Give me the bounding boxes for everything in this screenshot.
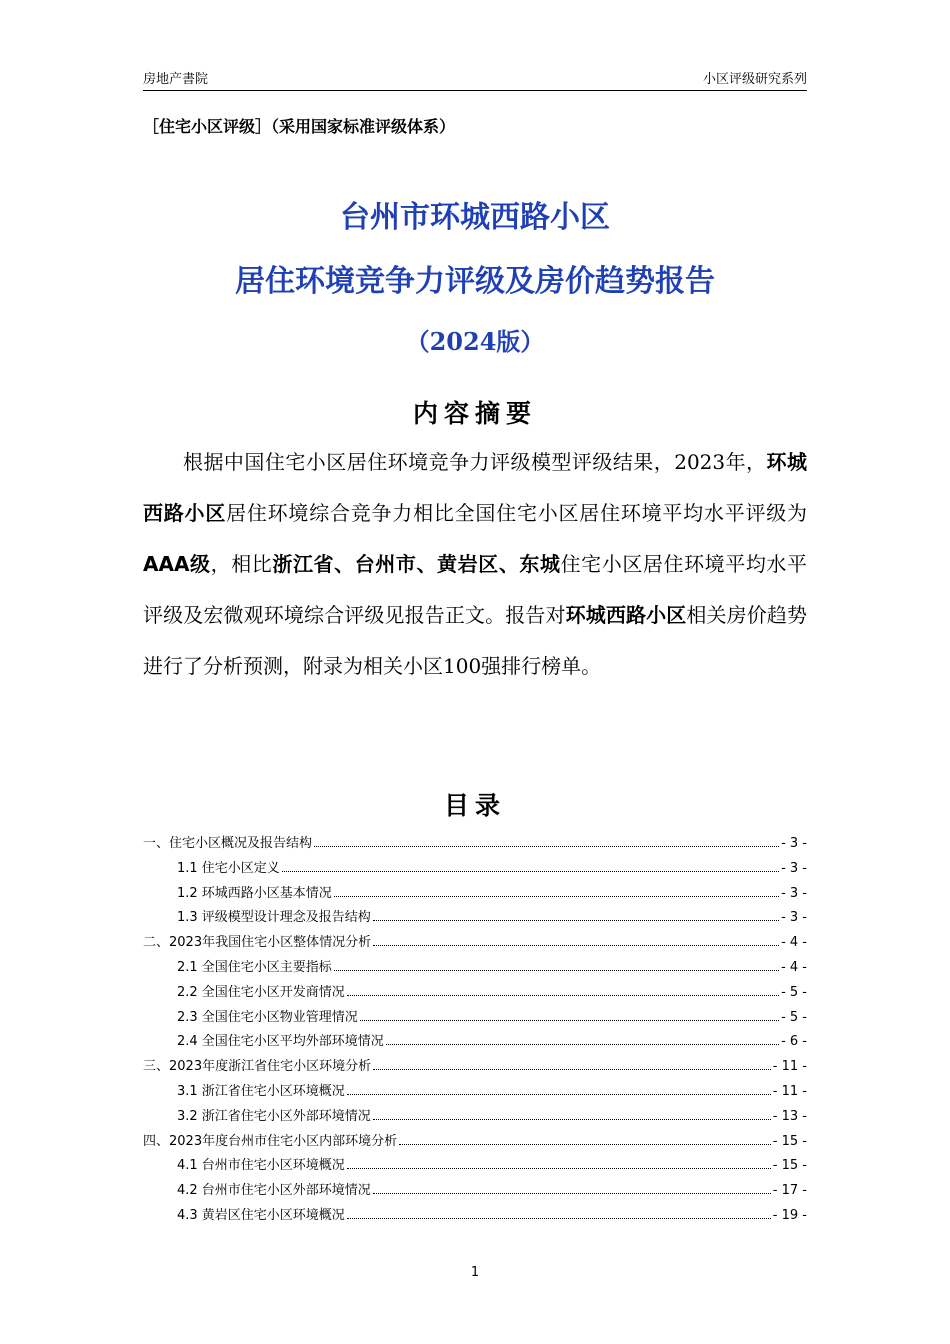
abstract-body <box>143 437 807 692</box>
toc-entry-label: 2.3 全国住宅小区物业管理情况 <box>177 1009 358 1025</box>
toc-dot-leader <box>386 1034 779 1045</box>
toc-entry-label: 2.2 全国住宅小区开发商情况 <box>177 984 345 1000</box>
abstract-heading: 内容摘要 <box>412 399 537 428</box>
report-title-line-2: 居住环境竞争力评级及房价趋势报告 <box>235 264 715 299</box>
toc-entry[interactable] <box>143 1154 807 1179</box>
toc-entry-page: - 13 - <box>772 1108 807 1124</box>
toc-dot-leader <box>373 1183 771 1194</box>
toc-entry[interactable] <box>143 931 807 956</box>
toc-dot-leader <box>347 1208 771 1219</box>
toc-entry-page: - 4 - <box>781 959 807 975</box>
toc-entry[interactable] <box>143 1105 807 1130</box>
toc-entry-page: - 3 - <box>781 836 807 851</box>
abstract-emphasis: 环城西路小区 <box>143 450 807 525</box>
toc-entry-label: 3.1 浙江省住宅小区环境概况 <box>177 1083 345 1099</box>
abstract-text: 住宅小区居住环境平均水平评级及宏微观环境综合评级见报告正文。报告对 <box>143 552 808 627</box>
toc-entry-page: - 6 - <box>781 1034 807 1050</box>
toc-dot-leader <box>314 836 779 847</box>
toc-entry-page: - 11 - <box>772 1059 807 1075</box>
toc-entry[interactable] <box>143 1179 807 1204</box>
toc-entry-label: 2.1 全国住宅小区主要指标 <box>177 959 332 975</box>
report-title-line-1: 台州市环城西路小区 <box>340 200 610 235</box>
toc-entry[interactable] <box>143 1030 807 1055</box>
toc-entry-page: - 11 - <box>772 1083 807 1099</box>
toc-entry-page: - 15 - <box>772 1133 807 1149</box>
toc-dot-leader <box>373 1059 771 1070</box>
toc-dot-leader <box>347 1158 771 1169</box>
toc-entry-label: 二、2023年我国住宅小区整体情况分析 <box>143 935 372 951</box>
toc-dot-leader <box>373 935 779 946</box>
toc-heading: 目录 <box>443 791 506 820</box>
toc-entry[interactable] <box>143 1204 807 1229</box>
toc-entry-page: - 17 - <box>772 1183 807 1199</box>
toc-entry-page: - 15 - <box>772 1158 807 1174</box>
toc-entry-label: 三、2023年度浙江省住宅小区环境分析 <box>143 1059 372 1075</box>
table-of-contents <box>143 832 807 1229</box>
toc-entry-page: - 5 - <box>781 984 807 1000</box>
toc-entry-label: 1.2 环城西路小区基本情况 <box>177 885 332 901</box>
toc-entry-page: - 3 - <box>781 860 807 876</box>
toc-dot-leader <box>373 1109 771 1120</box>
toc-entry-page: - 5 - <box>781 1009 807 1025</box>
toc-dot-leader <box>334 886 779 897</box>
page-number: 1 <box>470 1265 480 1280</box>
toc-entry-label: 4.2 台州市住宅小区外部环境情况 <box>177 1183 371 1199</box>
toc-entry-page: - 19 - <box>772 1207 807 1223</box>
toc-entry-label: 一、住宅小区概况及报告结构 <box>143 836 313 851</box>
toc-entry[interactable] <box>143 956 807 981</box>
abstract-text: 居住环境综合竞争力相比全国住宅小区居住环境平均水平评级为 <box>226 501 808 525</box>
toc-dot-leader <box>347 985 779 996</box>
report-edition: （2024版） <box>405 327 545 356</box>
toc-entry-page: - 4 - <box>781 935 807 951</box>
abstract-emphasis: 环城西路小区 <box>565 603 687 627</box>
toc-entry[interactable] <box>143 857 807 882</box>
toc-dot-leader <box>334 960 779 971</box>
toc-dot-leader <box>347 1084 771 1095</box>
toc-entry-label: 2.4 全国住宅小区平均外部环境情况 <box>177 1034 384 1050</box>
toc-dot-leader <box>282 861 779 872</box>
toc-entry-page: - 3 - <box>781 910 807 926</box>
toc-entry[interactable] <box>143 832 807 857</box>
toc-entry[interactable] <box>143 981 807 1006</box>
toc-entry-label: 四、2023年度台州市住宅小区内部环境分析 <box>143 1133 398 1149</box>
toc-entry[interactable] <box>143 882 807 907</box>
abstract-text: 相关房价趋势进行了分析预测，附录为相关小区100强排行榜单。 <box>143 603 807 678</box>
toc-entry[interactable] <box>143 1006 807 1031</box>
toc-dot-leader <box>373 910 779 921</box>
abstract-paragraph <box>143 437 807 692</box>
header-series: 小区评级研究系列 <box>702 72 807 87</box>
abstract-text: ，相比 <box>210 552 273 576</box>
toc-entry[interactable] <box>143 906 807 931</box>
toc-dot-leader <box>360 1010 779 1021</box>
toc-entry[interactable] <box>143 1080 807 1105</box>
toc-dot-leader <box>399 1134 771 1145</box>
abstract-emphasis: 浙江省、台州市、黄岩区、东城 <box>272 552 561 576</box>
toc-entry-label: 1.1 住宅小区定义 <box>177 860 280 876</box>
page-header <box>143 66 807 91</box>
abstract-text: 根据中国住宅小区居住环境竞争力评级模型评级结果，2023年， <box>183 450 767 474</box>
toc-entry[interactable] <box>143 1055 807 1080</box>
header-publisher: 房地产書院 <box>143 72 209 87</box>
toc-entry[interactable] <box>143 1130 807 1155</box>
abstract-emphasis: AAA级 <box>143 552 211 576</box>
toc-entry-label: 3.2 浙江省住宅小区外部环境情况 <box>177 1108 371 1124</box>
toc-entry-label: 4.3 黄岩区住宅小区环境概况 <box>177 1207 345 1223</box>
report-category-tag: ［住宅小区评级］（采用国家标准评级体系） <box>143 117 456 136</box>
toc-entry-page: - 3 - <box>781 885 807 901</box>
toc-entry-label: 1.3 评级模型设计理念及报告结构 <box>177 910 371 926</box>
toc-entry-label: 4.1 台州市住宅小区环境概况 <box>177 1158 345 1174</box>
